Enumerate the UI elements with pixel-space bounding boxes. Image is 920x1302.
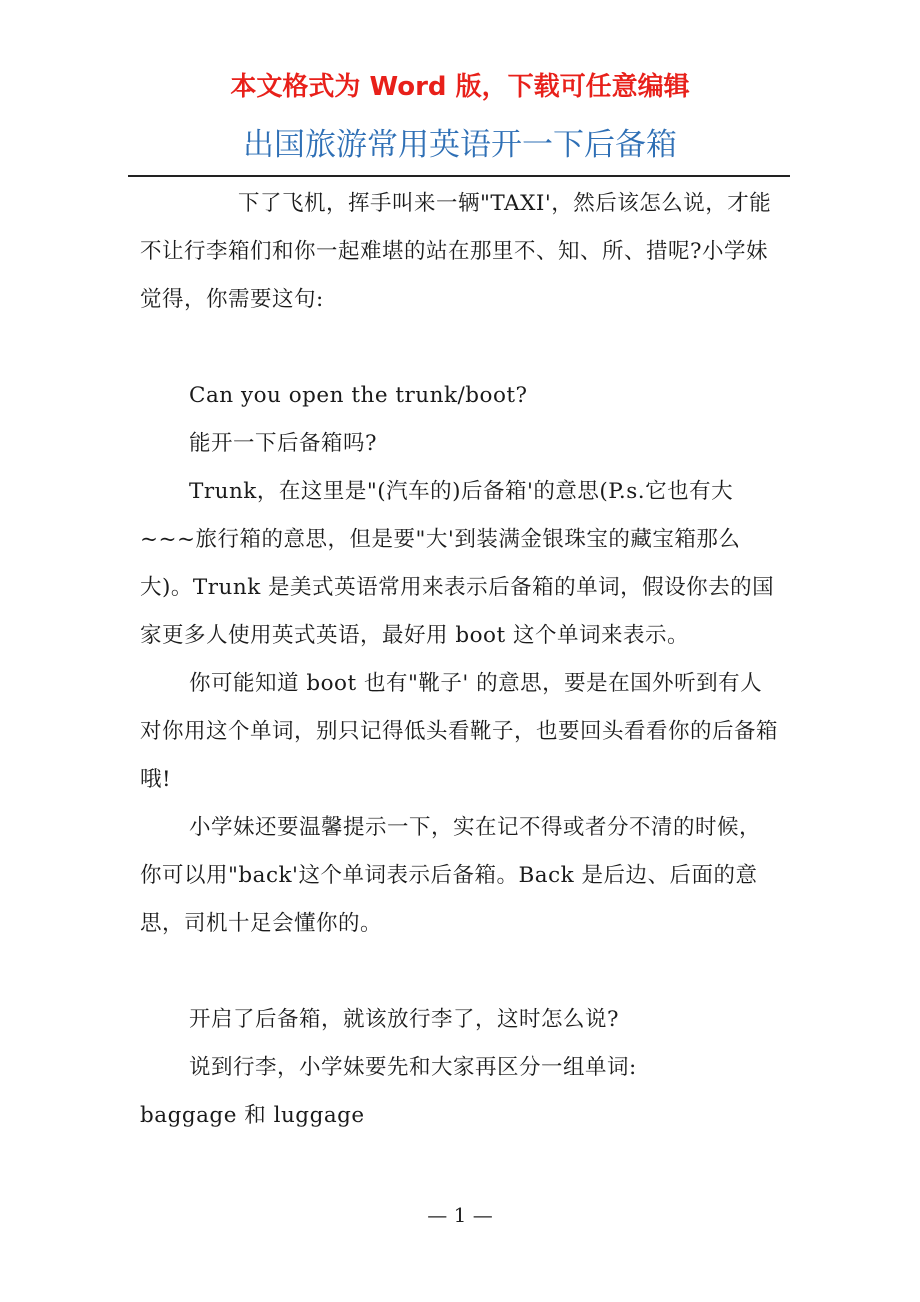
paragraph-luggage-question: 开启了后备箱，就该放行李了，这时怎么说? — [189, 1007, 620, 1032]
paragraph-luggage-intro: 说到行李，小学妹要先和大家再区分一组单词: — [189, 1055, 637, 1080]
paragraph-intro: 下了飞机，挥手叫来一辆"TAXI'，然后该怎么说，才能不让行李箱们和你一起难堪的站在那里不、知、所、措呢?小学妹觉得，你需要这句: — [140, 191, 772, 312]
paragraph-english-phrase: Can you open the trunk/boot? — [189, 383, 528, 408]
paragraph-chinese-translation: 能开一下后备箱吗? — [189, 431, 378, 456]
paragraph-back-tip: 小学妹还要温馨提示一下，实在记不得或者分不清的时候，你可以用"back'这个单词表示后备箱。Back 是后边、后面的意思，司机十足会懂你的。 — [140, 815, 762, 936]
format-notice: 本文格式为 Word 版，下载可任意编辑 — [230, 72, 690, 102]
document-body — [140, 180, 780, 1140]
paragraph-trunk-explanation: Trunk，在这里是"(汽车的)后备箱'的意思(P.s.它也有大~~~旅行箱的意思，但是要"大'到装满金银珠宝的藏宝箱那么大)。Trunk 是美式英语常用来表示后备箱的单词，假设你去的国家更多人使用英式英语，最好用 boot 这个单词来表示。 — [140, 479, 775, 648]
page-number: — 1 — — [427, 1203, 493, 1227]
header-divider — [128, 175, 790, 177]
paragraph-boot-note: 你可能知道 boot 也有"靴子' 的意思，要是在国外听到有人对你用这个单词，别只记得低头看靴子，也要回头看看你的后备箱哦! — [140, 671, 779, 792]
paragraph-spacer — [140, 948, 780, 996]
paragraph-spacer — [140, 324, 780, 372]
document-title: 出国旅游常用英语开一下后备箱 — [243, 127, 677, 163]
paragraph-word-pair: baggage 和 luggage — [140, 1103, 365, 1128]
